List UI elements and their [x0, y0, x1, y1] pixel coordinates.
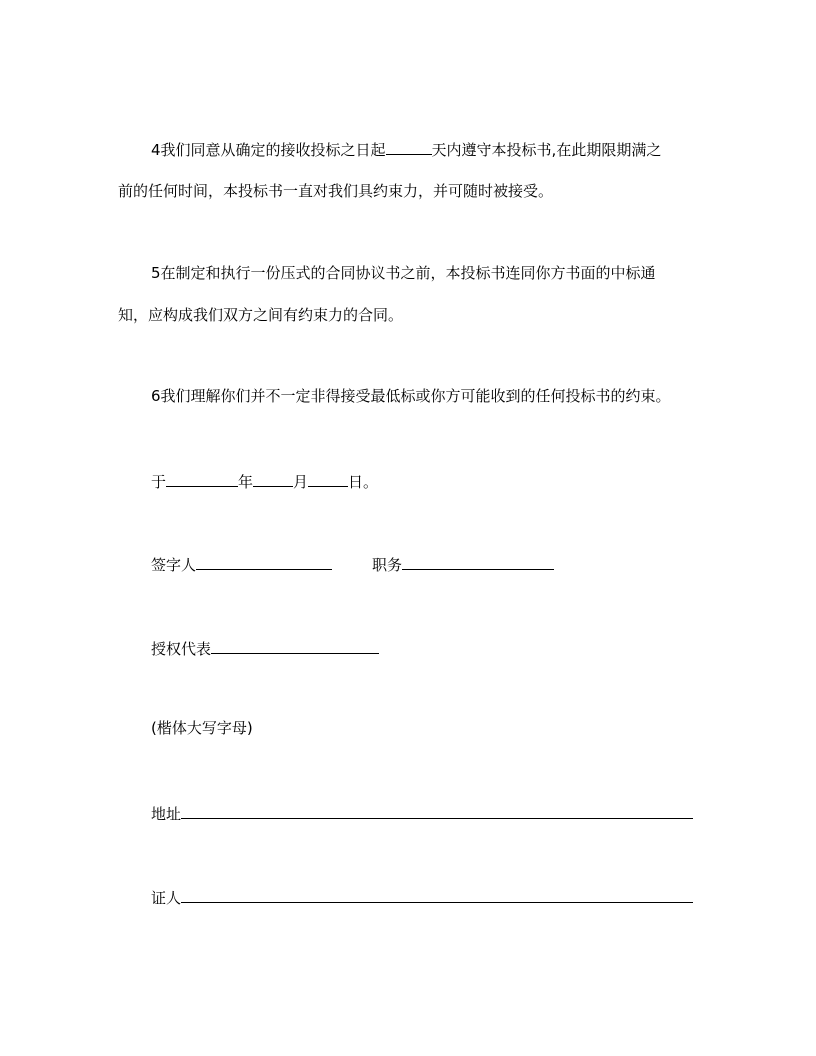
address-label: 地址: [151, 805, 182, 823]
block-letters-note: (楷体大写字母): [151, 719, 253, 737]
clause-4-days-blank: [386, 138, 432, 155]
clause-5-line-1: 5在制定和执行一份压式的合同协议书之前，本投标书连同你方书面的中标通: [151, 264, 656, 282]
month-label: 月: [293, 473, 309, 491]
clause-4-line-2: 前的任何时间，本投标书一直对我们具约束力，并可随时被接受。: [118, 182, 554, 200]
authorized-label: 授权代表: [151, 640, 212, 658]
clause-4-line-1: [151, 138, 661, 160]
address-line: [151, 802, 693, 824]
signature-line: [151, 553, 554, 575]
day-blank: [308, 470, 348, 487]
signer-blank: [196, 553, 332, 570]
position-blank: [402, 553, 554, 570]
clause-4-text-prefix: 4我们同意从确定的接收投标之日起: [151, 141, 386, 159]
year-blank: [166, 470, 238, 487]
witness-blank: [181, 886, 693, 903]
date-line: [151, 470, 378, 492]
month-blank: [253, 470, 293, 487]
clause-6-line-1: 6我们理解你们并不一定非得接受最低标或你方可能收到的任何投标书的约束。: [151, 387, 671, 405]
date-prefix: 于: [151, 473, 167, 491]
authorized-line: [151, 637, 379, 659]
authorized-blank: [211, 637, 379, 654]
position-label: 职务: [372, 556, 403, 574]
address-blank: [181, 802, 693, 819]
witness-label: 证人: [151, 889, 182, 907]
clause-5-line-2: 知，应构成我们双方之间有约束力的合同。: [118, 306, 404, 324]
day-label: 日。: [348, 473, 379, 491]
witness-line: [151, 886, 693, 908]
year-label: 年: [238, 473, 254, 491]
signer-label: 签字人: [151, 556, 197, 574]
clause-4-text-suffix: 天内遵守本投标书,在此期限期满之: [431, 141, 662, 159]
